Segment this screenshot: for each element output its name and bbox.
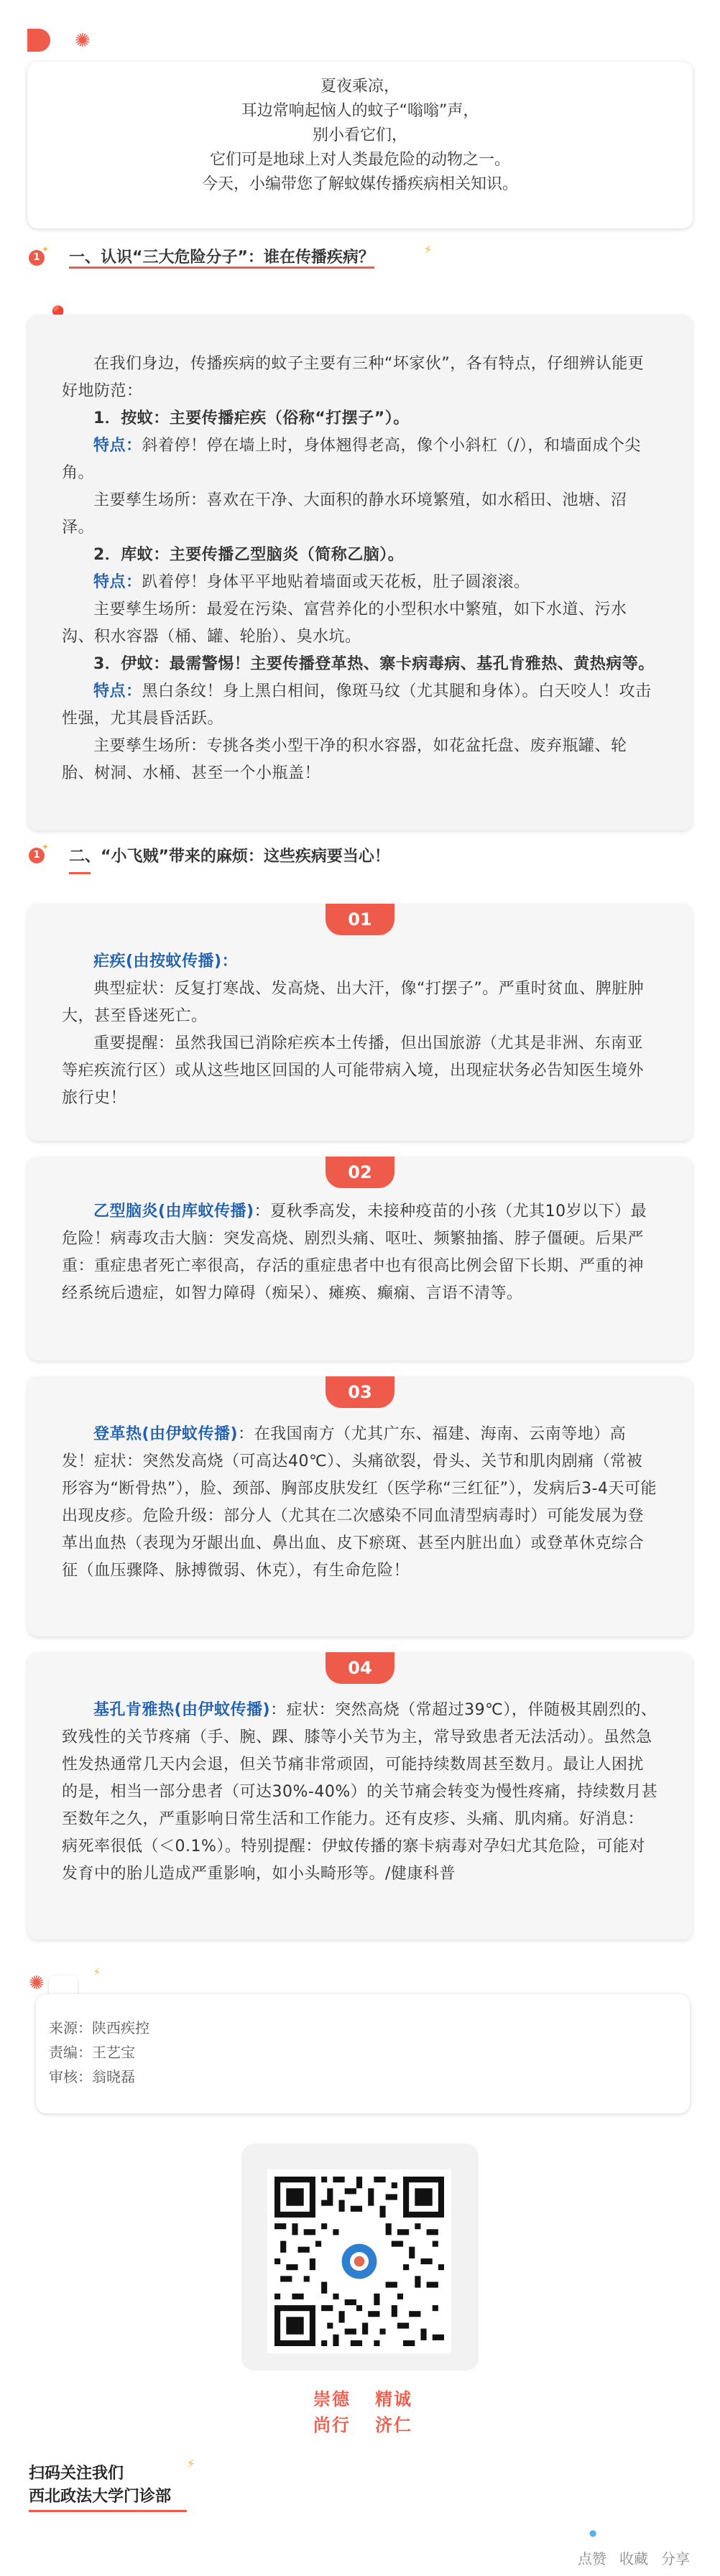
disease-number-tab: 03 (326, 1376, 394, 1408)
intro-line: 今天，小编带您了解蚊媒传播疾病相关知识。 (201, 175, 518, 193)
follow-account-name: 西北政法大学门诊部 (29, 2488, 172, 2506)
mosquito-2-feature: 特点：趴着停！身体平平地贴着墙面或天花板，肚子圆滚滚。 (93, 573, 530, 591)
disease-name: 疟疾(由按蚊传播)： (93, 953, 239, 970)
disease-card (27, 1157, 693, 1361)
disease-description: 乙型脑炎(由库蚊传播)：夏秋季高发，未接种疫苗的小孩（尤其10岁以下）最危险！病毒攻击大脑：突发高烧、剧烈头痛、呕吐、频繁抽搐、脖子僵硬。后果严重：重症患者死亡率很高，存活的重症患者中也有很高比例会留下长期、严重的神经系统后遗症，如智力障碍（痴呆）、瘫痪、癫痫、言语不清等。 (62, 1203, 647, 1302)
disease-number-tab: 04 (326, 1652, 394, 1684)
mosquito-3-title: 3．伊蚊：最需警惕！主要传播登革热、寨卡病毒病、基孔肯雅热、黄热病等。 (93, 655, 655, 673)
motto-word: 济仁 (375, 2415, 412, 2435)
disease-reminder: 重要提醒：虽然我国已消除疟疾本土传播，但出国旅游（尤其是非洲、东南亚等疟疾流行区）或从这些地区回国的人可能带病入境，出现症状务必告知医生境外旅行史！ (62, 1034, 645, 1107)
motto-word: 尚行 (313, 2415, 351, 2435)
disease-card (27, 1652, 693, 1940)
sun-icon: ✺ (29, 1973, 45, 1994)
mosquito-1-habitat: 主要孳生场所：喜欢在干净、大面积的静水环境繁殖，如水稻田、池塘、沼泽。 (62, 491, 627, 537)
mosquito-1-title: 1．按蚊：主要传播疟疾（俗称“打摆子”）。 (93, 409, 410, 427)
disease-card (27, 904, 693, 1141)
disease-description: 典型症状：反复打寒战、发高烧、出大汗，像“打摆子”。严重时贫血、脾脏肿大，甚至昏迷死亡。 (62, 980, 645, 1025)
mosquito-1-feature: 特点：斜着停！停在墙上时，身体翘得老高，像个小斜杠（/），和墙面成个尖角。 (62, 437, 641, 482)
disease-description: 基孔肯雅热(由伊蚊传播)：症状：突然高烧（常超过39℃），伴随极其剧烈的、致残性的关节疼痛（手、腕、踝、膝等小关节为主，常导致患者无法活动）。虽然急性发热通常几天内会退，但关节痛非常顽固，可能持续数周甚至数月。最让人困扰的是，相当一部分患者（可达30%-40%）的关节痛会转变为慢性疼痛，持续数月甚至数年之久，严重影响日常生活和工作能力。还有皮疹、头痛、肌肉痛。好消息：病死率很低（＜0.1%）。特别提醒：伊蚊传播的寨卡病毒对孕妇尤其危险，可能对发育中的胎儿造成严重影响，如小头畸形等。/健康科普 (62, 1701, 658, 1883)
mosquito-3-feature: 特点：黑白条纹！身上黑白相间，像斑马纹（尤其腿和身体）。白天咬人！攻击性强，尤其晨昏活跃。 (62, 682, 652, 728)
intro-line: 耳边常响起恼人的蚊子“嗡嗡”声， (241, 102, 479, 120)
section-number-badge: 1 (29, 250, 45, 266)
disease-card (27, 1376, 693, 1636)
mosquito-3-habitat: 主要孳生场所：专挑各类小型干净的积水容器，如花盆托盘、废弃瓶罐、轮胎、树洞、水桶、甚至一个小瓶盖！ (62, 737, 627, 782)
sparkle-icon: ⚡ (187, 2457, 195, 2470)
like-button[interactable]: 点赞 (578, 2550, 606, 2567)
qr-frame (241, 2144, 479, 2371)
section-title-text: 二、“小飞贼”带来的麻烦：这些疾病要当心！ (69, 848, 390, 866)
motto-word: 崇德 (313, 2389, 351, 2409)
sparkle-icon: ✦ (42, 244, 50, 254)
mosquito-intro: 在我们身边，传播疾病的蚊子主要有三种“坏家伙”，各有特点，仔细辨认能更好地防范： (62, 355, 645, 400)
credit-source: 来源：陕西疾控 (49, 2019, 149, 2037)
intro-line: 别小看它们， (312, 126, 407, 144)
disease-description: 登革热(由伊蚊传播)：在我国南方（尤其广东、福建、海南、云南等地）高发！症状：突然发高烧（可高达40℃）、头痛欲裂，骨头、关节和肌肉剧痛（常被形容为“断骨热”），脸、颈部、胸部皮肤发红（医学称“三红征”），发病后3-4天可能出现皮疹。危险升级：部分人（尤其在二次感染不同血清型病毒时）可能发展为登革出血热（表现为牙龈出血、鼻出血、皮下瘀斑、甚至内脏出血）或登革休克综合征（血压骤降、脉搏微弱、休克），有生命危险！ (62, 1425, 657, 1580)
sun-icon: ✺ (75, 30, 91, 52)
sparkle-icon: ✦ (42, 842, 50, 852)
credits-card (36, 1994, 690, 2113)
credit-reviewer: 审核：翁晓磊 (49, 2068, 135, 2085)
droplet-icon: ● (589, 2528, 597, 2538)
section-number-badge: 1 (29, 848, 45, 863)
sparkle-icon: ⚡ (424, 243, 433, 256)
title-underline (69, 872, 91, 874)
mosquito-2-habitat: 主要孳生场所：最爱在污染、富营养化的小型积水中繁殖，如下水道、污水沟、积水容器（桶、罐、轮胎）、臭水坑。 (62, 601, 627, 646)
qr-code-image[interactable] (267, 2169, 451, 2353)
favorite-button[interactable]: 收藏 (619, 2550, 648, 2567)
section-title (69, 247, 658, 269)
section-title (69, 846, 658, 868)
disease-number-tab: 02 (326, 1157, 394, 1188)
follow-block (29, 2463, 187, 2512)
motto-word: 精诚 (375, 2389, 412, 2409)
follow-underline (29, 2510, 187, 2512)
follow-line: 扫码关注我们 (29, 2465, 124, 2483)
mosquito-card (27, 315, 693, 830)
mosquito-2-title: 2．库蚊：主要传播乙型脑炎（简称乙脑）。 (93, 546, 405, 564)
credit-editor: 责编：王艺宝 (49, 2044, 135, 2061)
sparkle-icon: ⚡ (93, 1967, 101, 1978)
intro-line: 它们可是地球上对人类最危险的动物之一。 (209, 151, 510, 169)
intro-card (27, 62, 693, 228)
intro-line: 夏夜乘凉， (320, 78, 400, 96)
share-button[interactable]: 分享 (661, 2550, 690, 2567)
qr-code-graphic (274, 2177, 444, 2346)
section-title-text: 一、认识“三大危险分子”：谁在传播疾病？ (69, 249, 374, 269)
disease-number-tab: 01 (326, 904, 394, 935)
intro-badge (27, 29, 50, 52)
